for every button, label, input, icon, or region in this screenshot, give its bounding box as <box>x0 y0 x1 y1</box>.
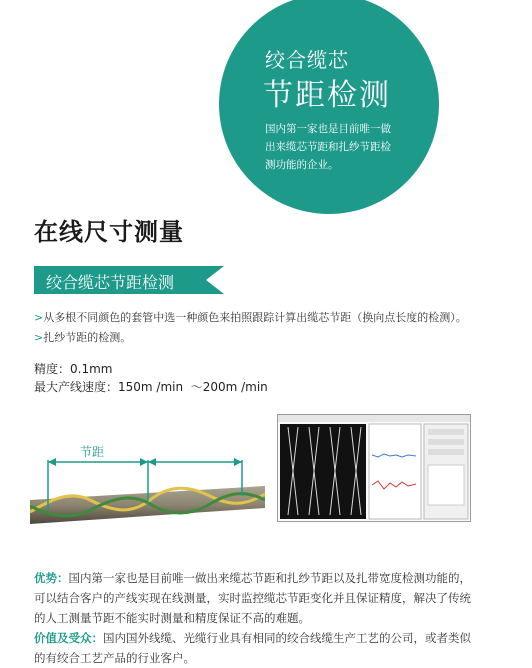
hero-desc-line: 测功能的企业。 <box>265 159 339 171</box>
section-title: 在线尺寸测量 <box>34 218 184 246</box>
hero-description <box>265 120 401 174</box>
value-label: 价值及受众： <box>34 631 103 645</box>
bullet-text: 扎纱节距的检测。 <box>43 331 132 344</box>
bullet-list <box>34 308 467 348</box>
value-paragraph <box>34 628 474 668</box>
software-screenshot-image <box>278 415 470 521</box>
cable-pitch-figure <box>30 430 265 530</box>
hero-desc-line: 国内第一家也是目前唯一做 <box>265 123 391 135</box>
pitch-label: 节距 <box>80 445 105 459</box>
bullet-item <box>34 328 467 348</box>
software-screenshot <box>277 414 471 522</box>
bullet-arrow-icon: > <box>34 311 44 324</box>
spec-precision: 精度：0.1mm <box>34 362 113 376</box>
banner-label: 绞合缆芯节距检测 <box>46 273 175 292</box>
cable-illustration <box>30 430 265 530</box>
bottom-text <box>34 568 474 668</box>
hero-desc-line: 出来缆芯节距和扎纱节距检 <box>265 141 391 153</box>
bullet-text: 从多根不同颜色的套管中选一种颜色来拍照跟踪计算出缆芯节距（换向点长度的检测）。 <box>43 311 467 324</box>
advantage-paragraph <box>34 568 474 628</box>
hero-title-line2: 节距检测 <box>263 78 391 113</box>
hero-title-line1: 绞合缆芯 <box>265 48 349 72</box>
bullet-arrow-icon: > <box>34 331 44 344</box>
advantage-label: 优势： <box>34 571 69 585</box>
bullet-item <box>34 308 467 328</box>
spec-max-speed: 最大产线速度：150m /min ～200m /min <box>34 380 268 394</box>
hero-circle <box>219 0 439 214</box>
value-text: 国内国外线缆、光缆行业具有相同的绞合线缆生产工艺的公司，或者类似的有绞合工艺产品的行业客户。 <box>34 631 471 665</box>
advantage-text: 国内第一家也是目前唯一做出来缆芯节距和扎纱节距以及扎带宽度检测功能的，可以结合客户的产线实现在线测量，实时监控缆芯节距变化并且保证精度，解决了传统的人工测量节距不能实时测量和精度保证不高的难题。 <box>34 571 471 625</box>
